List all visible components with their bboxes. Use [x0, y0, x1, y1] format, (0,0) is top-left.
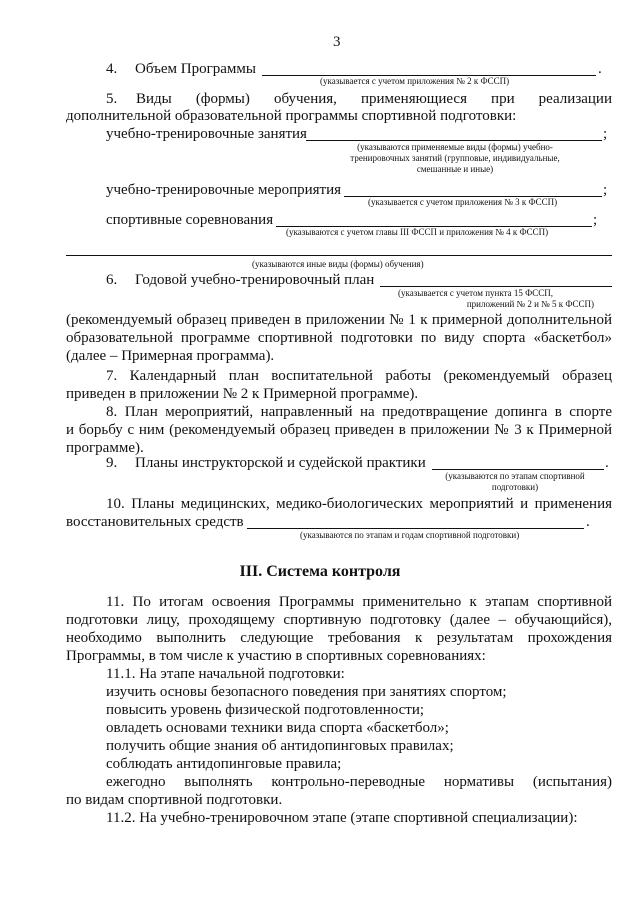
item-9-number: 9. — [106, 455, 118, 471]
item-6-cont-line: (рекомендуемый образец приведен в приложении № 1 к примерной дополнительной — [66, 312, 612, 328]
item-6-label: Годовой учебно-тренировочный план — [135, 272, 375, 288]
item-5-word: при — [491, 91, 515, 107]
item-5-word: (формы) — [195, 91, 250, 107]
item-5-word: реализации — [538, 91, 612, 107]
item-10-line1: 10. Планы медицинских, медико-биологических мероприятий и применения — [106, 496, 612, 512]
item-9-end: . — [605, 455, 609, 471]
item-4-label: Объем Программы — [135, 61, 256, 77]
requirement-item: ежегодно выполнять контрольно-переводные нормативы (испытания) — [106, 774, 612, 790]
item-10-note: (указываются по этапам и годам спортивной подготовки) — [300, 530, 520, 540]
requirement-item: получить общие знания об антидопинговых правилах; — [106, 738, 454, 754]
note-line: подготовки) — [491, 482, 539, 492]
para-11-2: 11.2. На учебно-тренировочном этапе (этапе спортивной специализации): — [106, 810, 578, 826]
item-5-sub2-end: ; — [603, 182, 608, 198]
item-4-number: 4. — [106, 61, 118, 77]
item-6-number: 6. — [106, 272, 118, 288]
item-8-line: и борьбу с ним (рекомендуемый образец приведен в приложении № 3 к Примерной — [66, 422, 612, 438]
page-number: 3 — [333, 34, 341, 50]
item-9-note — [430, 471, 600, 493]
item-5-sub2-label: учебно-тренировочные мероприятия — [106, 182, 342, 198]
item-9-label: Планы инструкторской и судейской практики — [135, 455, 426, 471]
item-5-number: 5. — [106, 91, 118, 107]
requirement-item: изучить основы безопасного поведения при занятиях спортом; — [106, 684, 507, 700]
item-5-sub1-label: учебно-тренировочные занятия — [106, 126, 307, 142]
item-4-note: (указывается с учетом приложения № 2 к ФССП) — [320, 76, 510, 86]
item-7-line: 7. Календарный план воспитательной работы (рекомендуемый образец — [106, 368, 612, 384]
note-line: тренировочных занятий (групповые, индивидуальные, — [350, 153, 560, 163]
requirement-item: овладеть основами техники вида спорта «баскетбол»; — [106, 720, 449, 736]
item-10-line2: восстановительных средств — [66, 514, 244, 530]
requirement-item: соблюдать антидопинговые правила; — [106, 756, 342, 772]
item-5-line2: дополнительной образовательной программы спортивной подготовки: — [66, 108, 517, 124]
item-8-line: 8. План мероприятий, направленный на предотвращение допинга в спорте — [106, 404, 612, 420]
item-5-word: обучения, — [273, 91, 337, 107]
para-11-line: 11. По итогам освоения Программы применительно к этапам спортивной — [106, 594, 612, 610]
item-6-cont-line: (далее – Примерная программа). — [66, 348, 275, 364]
item-5-sub1-note — [310, 142, 600, 175]
item-10-end: . — [586, 514, 590, 530]
item-8-line: программе). — [66, 440, 144, 456]
item-7-line: приведен в приложении № 2 к Примерной программе). — [66, 386, 419, 402]
item-5-sub1-end: ; — [603, 126, 608, 142]
item-5-other-note: (указываются иные виды (формы) обучения) — [252, 259, 424, 269]
para-11-line: Программы, в том числе к участию в спортивных соревнованиях: — [66, 648, 486, 664]
item-5-sub3-end: ; — [593, 212, 598, 228]
section-title: III. Система контроля — [239, 563, 401, 580]
item-5-sub3-note: (указываются с учетом главы III ФССП и приложения № 4 к ФССП) — [286, 227, 549, 237]
para-11-1: 11.1. На этапе начальной подготовки: — [106, 666, 345, 682]
note-line: смешанные и иные) — [416, 164, 494, 174]
para-11-line: подготовки лицу, проходящему спортивную подготовку (далее – обучающийся), — [66, 612, 612, 628]
para-11-line: необходимо выполнить следующие требования к результатам прохождения — [66, 630, 612, 646]
item-6-note — [398, 288, 594, 310]
note-line: (указывается с учетом пункта 15 ФССП, — [398, 288, 554, 298]
item-5-other-blank-line — [66, 255, 612, 256]
item-5-sub2-note: (указывается с учетом приложения № 3 к ФССП) — [368, 197, 558, 207]
note-line: (указываются применяемые виды (формы) учебно- — [357, 142, 553, 152]
note-line: приложений № 2 и № 5 к ФССП) — [466, 299, 594, 309]
item-5-sub1-blank-line — [306, 140, 602, 141]
item-5-word: Виды — [136, 91, 172, 107]
item-6-cont-line: образовательной программе спортивной подготовки по виду спорта «баскетбол» — [66, 330, 612, 346]
item-5-line1 — [136, 90, 612, 108]
note-line: (указываются по этапам спортивной — [445, 471, 585, 481]
item-5-sub3-label: спортивные соревнования — [106, 212, 274, 228]
item-9-blank-line — [432, 469, 604, 470]
item-6-blank-line — [380, 286, 612, 287]
item-10-blank-line — [247, 528, 584, 529]
item-4-end: . — [598, 61, 602, 77]
requirement-item: повысить уровень физической подготовленности; — [106, 702, 425, 718]
item-5-word: применяющиеся — [360, 91, 467, 107]
requirement-item: по видам спортивной подготовки. — [66, 792, 283, 808]
